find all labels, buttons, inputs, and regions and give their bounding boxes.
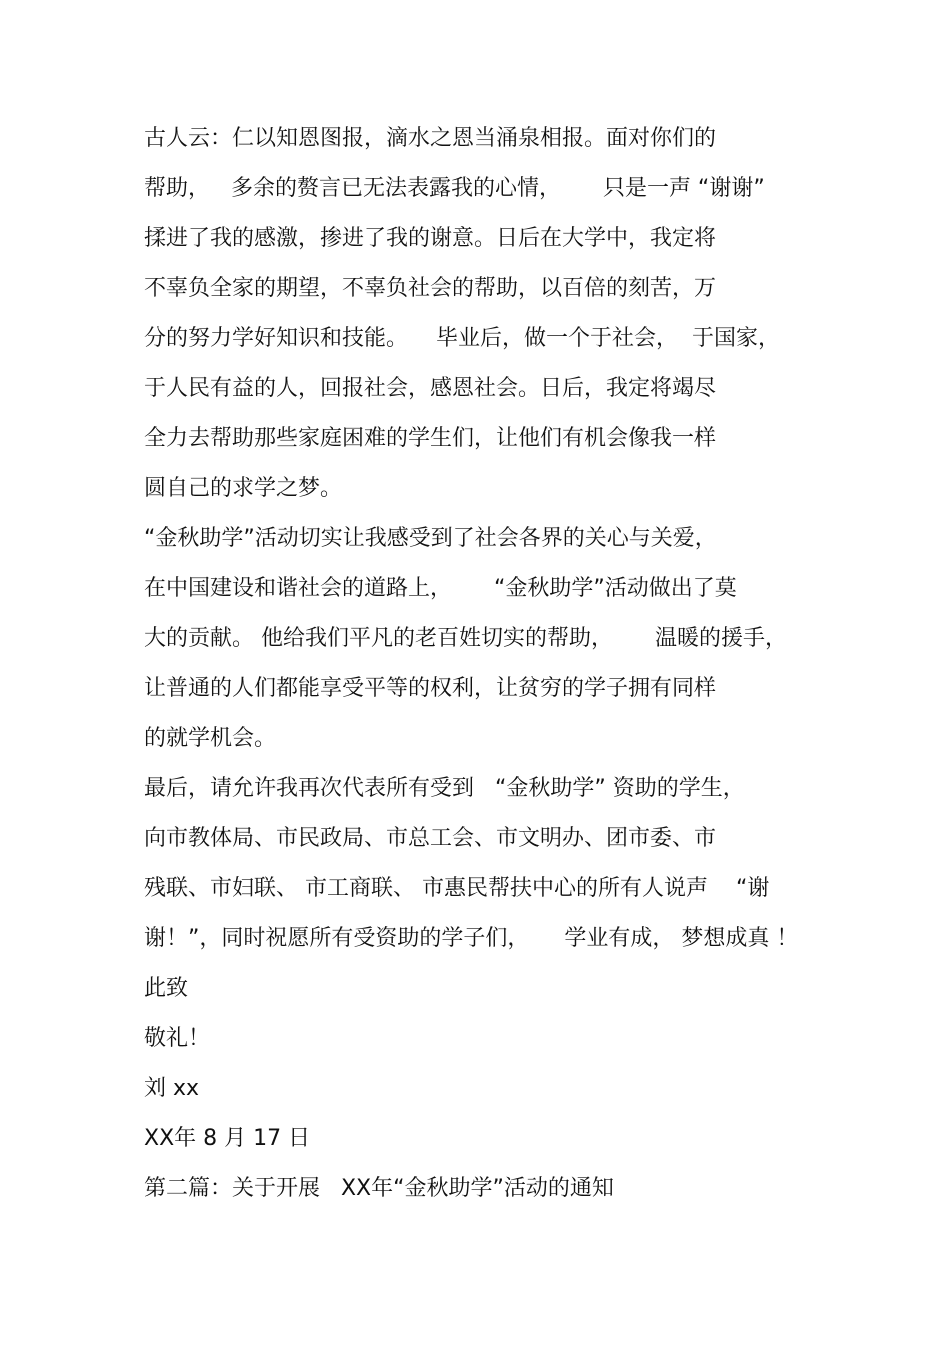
text-line: 在中国建设和谐社会的道路上， “金秋助学”活动做出了莫 bbox=[144, 576, 737, 601]
text-line: 谢！”，同时祝愿所有受资助的学子们， 学业有成， 梦想成真 ！ bbox=[144, 926, 799, 951]
text-line: 让普通的人们都能享受平等的权利，让贫穷的学子拥有同样 bbox=[144, 676, 717, 701]
signature-name: 刘 xx bbox=[144, 1076, 200, 1101]
text-line: 残联、市妇联、 市工商联、 市惠民帮扶中心的所有人说声 “谢 bbox=[144, 876, 770, 901]
text-line: 分的努力学好知识和技能。 毕业后，做一个于社会， 于国家， bbox=[144, 326, 780, 351]
document-body bbox=[144, 122, 824, 1222]
text-line: “金秋助学”活动切实让我感受到了社会各界的关心与关爱， bbox=[144, 526, 717, 551]
text-line: 圆自己的求学之梦。 bbox=[144, 476, 343, 501]
text-line: 不辜负全家的期望，不辜负社会的帮助，以百倍的刻苦，万 bbox=[144, 276, 717, 301]
text-line: 全力去帮助那些家庭困难的学生们，让他们有机会像我一样 bbox=[144, 426, 717, 451]
text-line: 揉进了我的感激，掺进了我的谢意。日后在大学中，我定将 bbox=[144, 226, 717, 251]
text-line: 的就学机会。 bbox=[144, 726, 277, 751]
closing-regards: 敬礼！ bbox=[144, 1026, 211, 1051]
text-line: 向市教体局、市民政局、市总工会、市文明办、团市委、市 bbox=[144, 826, 717, 851]
text-line: 大的贡献。 他给我们平凡的老百姓切实的帮助， 温暖的援手， bbox=[144, 626, 787, 651]
text-line: 最后，请允许我再次代表所有受到 “金秋助学” 资助的学生， bbox=[144, 776, 745, 801]
closing-salutation: 此致 bbox=[144, 976, 189, 1001]
text-line: 于人民有益的人，回报社会，感恩社会。日后，我定将竭尽 bbox=[144, 376, 717, 401]
signature-date: XX年 8 月 17 日 bbox=[144, 1126, 311, 1151]
text-line: 古人云：仁以知恩图报，滴水之恩当涌泉相报。面对你们的 bbox=[144, 126, 717, 151]
text-line: 帮助， 多余的赘言已无法表露我的心情， 只是一声 “谢谢” bbox=[144, 176, 765, 201]
section-heading: 第二篇：关于开展 XX年“金秋助学”活动的通知 bbox=[144, 1176, 614, 1201]
